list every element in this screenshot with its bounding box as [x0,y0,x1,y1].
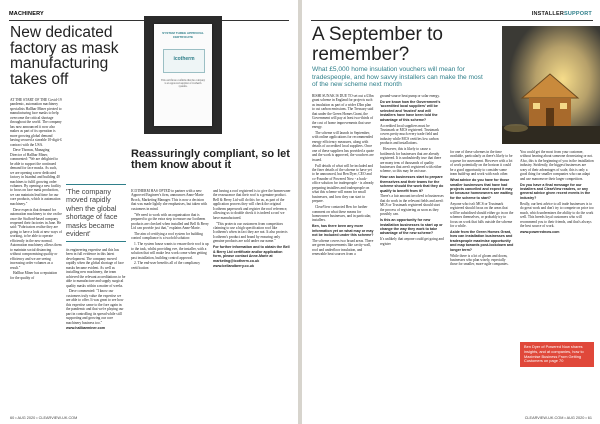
article3-paragraph: The scheme will launch in September, with online applications for recommended energy efficiency measures, along with details of accredited local suppliers. Once one of these suppliers has provided a quote and the work is approved, the vouchers are issued. [312,131,374,162]
article1-link[interactable]: www.hallbarminer.com [66,326,106,331]
article2-paragraph: and having a roof registered is to give the homeowner the reassurance that their roof is a genuine product. Bell & Berry Ltd will do this for us, as part of the application process they will check the original Icotherm paperwork and register the roof reference, allowing us to double check it is indeed a roof we have manufactured. [213,189,291,220]
interview-question: Do you have a final message for our installers and ClearView readers, or any general advice given recent events in the industry? [520,182,591,200]
article3-column-4 [520,150,594,330]
left-footer: 60 • AUG 2020 • CLEARVIEW-UK.COM [10,416,78,420]
interview-answer: You could get the most from your customer, without hearing about someone downsizing or not. Also, this is the beginning of you in the installation industry. Stridently, the biggest businesses are wary of their advantages of scale, this is only a good thing for smaller companies who can adapt and use manoeuvre their larger competitors. [520,150,594,181]
section-label [532,11,592,17]
certificate-logo-text: icotherm [173,56,195,62]
article1-headline: New dedicated factory as mask manufacturing takes off [10,24,119,88]
article2-column-1 [131,189,209,411]
section-label: MACHINERY [9,11,44,17]
interview-question: Do we know how the Government's 'accredited local suppliers' will be selected and 'trusted' and will installers have have been told the advantage of this scheme? [380,99,441,122]
article2-paragraph: The aim of certifying a roof system for building control compliance is a twofold solution: [131,231,203,241]
article1-column-2 [66,248,126,408]
article1-paragraph: Dave expects that demand for automation machinery to rise on the once the Stafford-based company reopened their factories in June. He said: "Fabricators realise they are going to have a look at new ways of working, to be able to operate efficiently in the new normal. Automation machinery allows them to maintain social distancing without compromising quality or efficiency and we are seeing increasing order volumes as a result." [10,207,62,270]
left-page [0,0,298,424]
advert-box[interactable]: Ben Dyer of Powered Now shares insights, and at companies, how to Maximise Business From Getting Customers on page 70 [520,342,594,367]
article3-paragraph: ClearView contacted Ben for further comment on what these means for homeowner businesses, and in particular, installers. [312,205,372,223]
article2-paragraph: ICOTHERM HAS OPTED to partner with a new Approved Engineer's firm, announces Anne-Marie Brock, Marketing Manager. This is now a decision that was made lightly she emphasises, but taken with customers in mind. [131,189,208,211]
interview-question: What advice do you have for those smaller businesses that have had projects cancelled and expect it may be because homeowners are waiting for the scheme to start? [450,178,513,200]
article3-link[interactable]: www.powerednow.com [520,229,560,234]
article2-link[interactable]: www.bellandberry.co.uk [213,264,254,269]
interview-answer: Anyone who isn't MCS or Trustmark registered should focus on the areas that will be subsidised should either go in on the schemes themselves, or probably try to focus on work that falls outside the scheme for a while. [450,201,514,229]
interview-answer: While there is a lot of gloom and doom, businesses who plan wisely, especially those for smaller, more-agile companies. [450,253,509,267]
certificate-sheet [154,24,212,126]
article1-paragraph: its engineering expertise and this has been in full evidence in this latest development. The company moved rapidly when the global shortage of face masks became evident. As well as installing new machinery, the team achieved the relevant accreditations to be able to manufacture and supply surgical quality masks within a matter of weeks. [66,248,126,288]
section-rule [311,20,593,21]
article2-paragraph: 2. The end-user benefits all of the compliancy certification [131,261,200,270]
certificate-text: This certificate confirms that the company is an approved supplier of icotherm systems. [160,79,205,89]
interview-answer: ground-source heat pump or solar energy. [380,94,440,98]
interview-answer: However, this is likely to cause a bottleneck for businesses that are already registered. It is undoubtedly true that there are many tens of thousands of quality businesses that aren't registered with either scheme, so this may be an issue. [380,147,442,174]
pull-quote: 'The company moved rapidly when the global shortage of face masks became evident' [66,184,126,242]
interview-answer: Really, our best advice to all trade businesses is to do great work and don't try to compete on price too much, which undermines the ability to do the work well. This breeds loyal customers who will recommend you to their friends, and that's always the best source of work. [520,201,594,229]
article2-paragraph: "We need to work with an organisation that is prepared to go the extra step to ensure our Icotherm products are checked when installed and Bell & Berry Ltd can provide just that," explains Anne-Marie. [131,212,209,231]
article1-link-wrap [66,326,126,330]
interview-question: Is this an opportunity for new installation businesses to start up or change the way they work to take advantage of the new scheme? [380,218,443,236]
article1-paragraph: AT THE START OF THE Covid-19 pandemic, automation machinery specialists Hallbar Miner pivoted to manufacturing face masks to help overcome the critical shortage throughout the world. The company has now announced it now also makes as part of its operation is more growing global demand having secured a sizeable 10-digit-£ contract with the USA. [10,98,62,147]
article2-column-2 [213,189,291,411]
interview-question: How can businesses start to prepare themselves and their teams for the scheme should the work that they do qualify to benefit from it? [380,175,444,193]
article3-column-2 [380,94,444,412]
house-photo-art [502,26,600,144]
article2-contact: For further information and to obtain the Bell & Berry Ltd certificate and/or application form, please contact Anne-Marie at marketing@icotherm.co.uk [213,245,290,263]
interview-answer: The scheme covers two broad areas. There are green improvements like cavity-wall, roof and underfloor insulation, and renewable heat sources from a [312,239,374,257]
icotherm-logo [163,49,205,73]
article2-headline: Reassuringly compliant, so let them know about it [131,148,290,172]
section-label-main: INSTALLER [531,11,564,17]
article1-paragraph: Dave Thomas, Managing Director of Hallbar Miner, commented: "We are delighted to be able to support the continued demand for face masks. As such, we are opening a new dedicated factory in Istanbul and building 40 machines to fulfil growing order volumes. By opening a new facility to focus on face mask production, we can maintain lead time for our core products, which is automation machinery." [10,148,62,206]
certificate-image [144,16,222,134]
interview-answer: It's unlikely that anyone could get going and register [380,237,444,246]
interview-answer: There's a fair amount involved to businesses that do work in the relevant fields and aren't MCS or Trustmark registered should start the process of registering as soon as they possibly can. [380,194,444,217]
house-photo [502,26,600,144]
right-page [302,0,600,424]
article1-paragraph: Hallbar Miner has a reputation for the quality of [10,271,58,280]
right-footer: CLEARVIEW-UK.COM • AUG 2020 • 61 [524,416,592,420]
article3-column-3 [450,150,514,412]
section-label-accent: SUPPORT [564,11,592,17]
interview-question: Aside from the Green Homes Grant, how can installation businesses and tradespeople maximise opportunity and map towards post-lockdown and longer term? [450,229,514,252]
interview-answer: for one of these schemes in the time available, particularly as there's likely to be a queue for assessment. However with a lot of work potentially on the horizon it could be a good opportunity to consider some team build-up and work with each other. [450,150,513,177]
article1-paragraph: Dave commented: "I know our customers truly value the expertise we are able to offer. It was great to see how this expertise came to the fore again in the pandemic and that we're playing our part in controlling its spread while still supporting and growing our core machinery business too." [66,289,124,325]
interview-answer: Accredited local suppliers must be Trustmark or MCS registered. Trustmark covers pretty much every trade field and industry while MCS certifies low carbon products and installations. [380,123,439,146]
article3-headline: A September to remember? [312,24,443,65]
article3-standfirst: What £5,000 home insulation vouchers will mean for tradespeople, and how savvy installers can make the most of the new scheme next month [312,66,483,89]
article3-paragraph: RISHI SUNAK IS DUE TO set out a £3bn grant scheme in England for projects such as insulation as part of a wider £3bn plan to cut carbon emissions. The Treasury said that under the Green Homes Grant, the Government will pay at least two-thirds of the cost of home improvements that save energy. [312,94,374,130]
article3-column-1 [312,94,374,412]
article2-paragraph: 1. The system house wants to ensure their roof is up to the task, whilst providing eve, the installer, with a solution that will make less work come when getting past installation, building control approval. [131,242,209,260]
interview-question: Ben, has there been any more information yet on what may or may not be included under this scheme? [312,224,374,238]
article1-column-1 [10,98,62,412]
article2-paragraph: "This protects our customers from competitors claiming to use a high specification roof like Icotherm's when in fact they are not. It also protects Icotherm's product and brand by ensuring only genuine products are sold under our name." [213,221,288,244]
article3-paragraph: Full details of what will be included and the finer details of the scheme to have yet to be announced, but Ben Dyer, CEO and co-Founder of Powered Now - a back-office solution for tradespeople - is already preparing installers and tradespeople on what this scheme will mean for small businesses, and how they can start to prepare. [312,163,374,204]
certificate-title: SYSTEM THREE APPROVAL CERTIFICATE [162,31,204,39]
